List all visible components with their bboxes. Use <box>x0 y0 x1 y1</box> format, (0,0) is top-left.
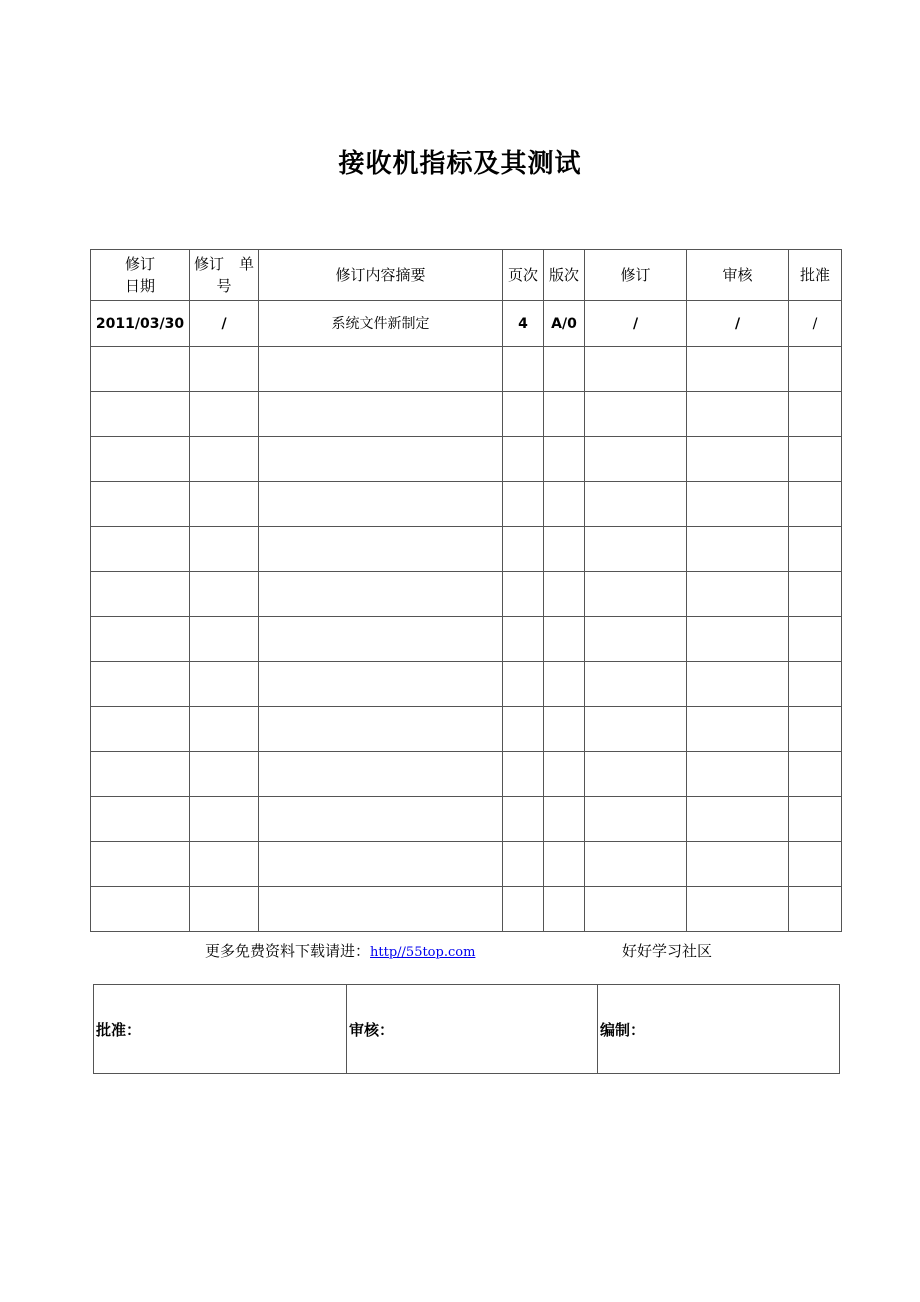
cell-approve <box>789 887 842 932</box>
cell-date <box>91 482 190 527</box>
cell-approve <box>789 437 842 482</box>
cell-order-no <box>190 842 259 887</box>
table-row <box>91 347 842 392</box>
revision-table <box>90 249 842 932</box>
cell-summary <box>259 617 503 662</box>
cell-review <box>687 617 789 662</box>
signature-table <box>93 984 840 1074</box>
cell-approve <box>789 797 842 842</box>
cell-date <box>91 752 190 797</box>
cell-summary <box>259 752 503 797</box>
cell-version <box>544 887 585 932</box>
cell-page <box>503 527 544 572</box>
header-review: 审核 <box>687 250 789 301</box>
cell-revise <box>585 527 687 572</box>
cell-summary <box>259 392 503 437</box>
cell-summary <box>259 572 503 617</box>
footer-community-text: 好好学习社区 <box>622 942 713 960</box>
table-row <box>91 617 842 662</box>
table-row <box>91 527 842 572</box>
table-row <box>91 301 842 347</box>
cell-summary <box>259 797 503 842</box>
table-row <box>91 797 842 842</box>
cell-version <box>544 572 585 617</box>
cell-review <box>687 797 789 842</box>
cell-order-no <box>190 707 259 752</box>
table-row <box>91 437 842 482</box>
cell-approve <box>789 527 842 572</box>
header-version: 版次 <box>544 250 585 301</box>
cell-approve <box>789 842 842 887</box>
header-row <box>91 250 842 301</box>
cell-approve <box>789 572 842 617</box>
cell-revise <box>585 752 687 797</box>
cell-summary <box>259 437 503 482</box>
cell-date <box>91 617 190 662</box>
cell-revise <box>585 707 687 752</box>
cell-date: 2011/03/30 <box>91 301 190 347</box>
header-summary: 修订内容摘要 <box>259 250 503 301</box>
header-page: 页次 <box>503 250 544 301</box>
cell-summary <box>259 662 503 707</box>
cell-page <box>503 752 544 797</box>
cell-version: A/0 <box>544 301 585 347</box>
compile-signature-cell: 编制： <box>598 985 840 1074</box>
cell-version <box>544 707 585 752</box>
cell-order-no <box>190 347 259 392</box>
cell-approve <box>789 662 842 707</box>
cell-date <box>91 797 190 842</box>
cell-page <box>503 797 544 842</box>
cell-approve <box>789 707 842 752</box>
cell-page <box>503 887 544 932</box>
table-row <box>91 572 842 617</box>
cell-revise <box>585 482 687 527</box>
cell-order-no <box>190 797 259 842</box>
signature-row <box>94 985 840 1074</box>
cell-date <box>91 392 190 437</box>
cell-page <box>503 707 544 752</box>
cell-order-no <box>190 482 259 527</box>
cell-version <box>544 482 585 527</box>
cell-order-no <box>190 887 259 932</box>
table-row <box>91 482 842 527</box>
cell-summary <box>259 347 503 392</box>
cell-review <box>687 752 789 797</box>
footer-link[interactable]: http//55top.com <box>370 945 476 960</box>
table-row <box>91 707 842 752</box>
cell-date <box>91 347 190 392</box>
cell-date <box>91 527 190 572</box>
header-revision-date-line1: 修订 <box>124 255 155 273</box>
table-row <box>91 887 842 932</box>
cell-date <box>91 437 190 482</box>
cell-page <box>503 347 544 392</box>
cell-date <box>91 572 190 617</box>
table-row <box>91 392 842 437</box>
cell-review: / <box>687 301 789 347</box>
cell-review <box>687 842 789 887</box>
cell-date <box>91 662 190 707</box>
header-approve: 批准 <box>789 250 842 301</box>
cell-page <box>503 842 544 887</box>
cell-review <box>687 662 789 707</box>
cell-revise <box>585 662 687 707</box>
cell-revise <box>585 392 687 437</box>
cell-approve <box>789 752 842 797</box>
footer-promo-text: 更多免费资料下载请进： <box>205 942 371 960</box>
cell-page <box>503 662 544 707</box>
cell-revise: / <box>585 301 687 347</box>
cell-version <box>544 842 585 887</box>
header-revision-order-no <box>190 250 259 301</box>
cell-review <box>687 347 789 392</box>
cell-revise <box>585 572 687 617</box>
header-revise: 修订 <box>585 250 687 301</box>
cell-revise <box>585 437 687 482</box>
cell-review <box>687 707 789 752</box>
header-revision-date <box>91 250 190 301</box>
cell-version <box>544 797 585 842</box>
cell-revise <box>585 842 687 887</box>
header-revision-date-line2: 日期 <box>124 277 155 295</box>
document-title: 接收机指标及其测试 <box>338 149 582 179</box>
table-row <box>91 752 842 797</box>
cell-version <box>544 752 585 797</box>
cell-date <box>91 842 190 887</box>
cell-review <box>687 482 789 527</box>
cell-version <box>544 527 585 572</box>
cell-approve <box>789 392 842 437</box>
cell-page <box>503 437 544 482</box>
cell-order-no <box>190 392 259 437</box>
cell-approve <box>789 617 842 662</box>
cell-summary <box>259 887 503 932</box>
cell-order-no <box>190 572 259 617</box>
cell-order-no <box>190 527 259 572</box>
cell-order-no <box>190 662 259 707</box>
cell-summary <box>259 842 503 887</box>
cell-revise <box>585 887 687 932</box>
footer-line <box>0 940 920 962</box>
cell-summary <box>259 527 503 572</box>
cell-version <box>544 662 585 707</box>
cell-order-no <box>190 437 259 482</box>
cell-version <box>544 437 585 482</box>
cell-revise <box>585 617 687 662</box>
cell-summary <box>259 482 503 527</box>
cell-revise <box>585 347 687 392</box>
cell-date <box>91 707 190 752</box>
cell-approve: / <box>789 301 842 347</box>
table-row <box>91 842 842 887</box>
review-signature-cell: 审核： <box>347 985 598 1074</box>
empty-rows <box>91 347 842 932</box>
cell-date <box>91 887 190 932</box>
cell-approve <box>789 347 842 392</box>
table-row <box>91 662 842 707</box>
cell-page <box>503 392 544 437</box>
cell-version <box>544 617 585 662</box>
cell-page: 4 <box>503 301 544 347</box>
header-revision-order-line2: 号 <box>216 277 232 295</box>
cell-version <box>544 392 585 437</box>
cell-summary <box>259 707 503 752</box>
cell-summary: 系统文件新制定 <box>259 301 503 347</box>
cell-review <box>687 527 789 572</box>
cell-review <box>687 437 789 482</box>
cell-review <box>687 572 789 617</box>
header-revision-order-line1: 修订 单 <box>193 255 254 273</box>
cell-order-no <box>190 752 259 797</box>
cell-review <box>687 887 789 932</box>
cell-revise <box>585 797 687 842</box>
cell-page <box>503 617 544 662</box>
cell-version <box>544 347 585 392</box>
cell-page <box>503 572 544 617</box>
cell-approve <box>789 482 842 527</box>
cell-order-no <box>190 617 259 662</box>
cell-page <box>503 482 544 527</box>
cell-review <box>687 392 789 437</box>
footer-left <box>205 940 475 961</box>
approve-signature-cell: 批准： <box>94 985 347 1074</box>
cell-order-no: / <box>190 301 259 347</box>
